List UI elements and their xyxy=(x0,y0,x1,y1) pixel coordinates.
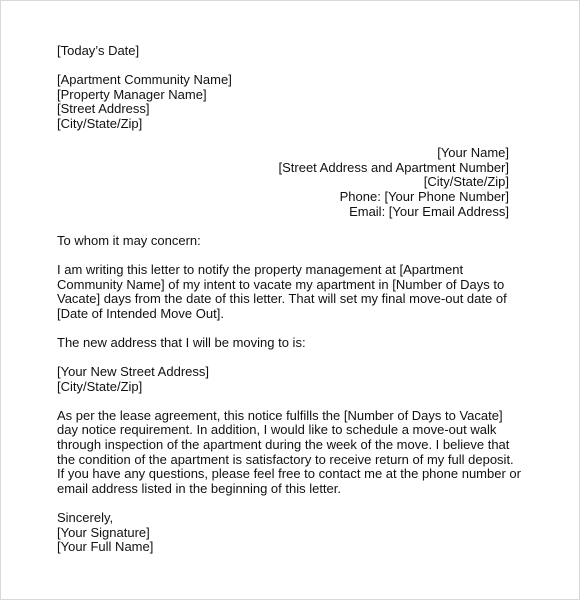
letter-content xyxy=(57,43,521,555)
paragraph-line: email address listed in the beginning of this letter. xyxy=(57,480,342,496)
date-line: [Today’s Date] xyxy=(57,43,140,58)
paragraph-line: Vacate] days from the date of this letter. That will set my final move-out date of xyxy=(57,291,507,307)
new-address-street: [Your New Street Address] xyxy=(57,364,209,380)
paragraph-line: [Date of Intended Move Out]. xyxy=(57,305,224,321)
paragraph-inspection xyxy=(57,407,521,497)
sender-name: [Your Name] xyxy=(437,145,509,161)
paragraph-line: I am writing this letter to notify the property management at [Apartment xyxy=(57,261,464,277)
recipient-community: [Apartment Community Name] xyxy=(57,72,232,88)
valediction: Sincerely, xyxy=(57,510,114,525)
sender-email: Email: [Your Email Address] xyxy=(349,203,509,219)
sender-city: [City/State/Zip] xyxy=(423,174,509,190)
paragraph-line: As per the lease agreement, this notice fulfills the [Number of Days to Vacate] xyxy=(57,407,503,423)
new-address xyxy=(57,365,511,394)
new-address-city: [City/State/Zip] xyxy=(57,378,143,394)
sender-phone: Phone: [Your Phone Number] xyxy=(339,188,509,204)
sender-address xyxy=(57,146,509,219)
salutation: To whom it may concern: xyxy=(57,232,201,248)
paragraph-line: Community Name] of my intent to vacate my apartment in [Number of Days to xyxy=(57,276,505,292)
recipient-city: [City/State/Zip] xyxy=(57,115,143,131)
paragraph-line: If you have any questions, please feel free to contact me at the phone number or xyxy=(57,466,521,482)
recipient-street: [Street Address] xyxy=(57,101,150,117)
signature-placeholder: [Your Signature] xyxy=(57,524,150,540)
paragraph-line: through inspection of the apartment during the week of the move. I believe that xyxy=(57,437,510,453)
new-address-intro: The new address that I will be moving to is: xyxy=(57,334,306,350)
paragraph-line: day notice requirement. In addition, I would like to schedule a move-out walk xyxy=(57,422,497,438)
paragraph-notice xyxy=(57,263,511,321)
recipient-manager: [Property Manager Name] xyxy=(57,86,207,102)
closing xyxy=(57,511,511,555)
sender-street: [Street Address and Apartment Number] xyxy=(278,159,509,175)
full-name-placeholder: [Your Full Name] xyxy=(57,539,154,555)
recipient-address xyxy=(57,73,511,131)
paragraph-line: the condition of the apartment is satisfactory to receive return of my full deposit. xyxy=(57,451,514,467)
